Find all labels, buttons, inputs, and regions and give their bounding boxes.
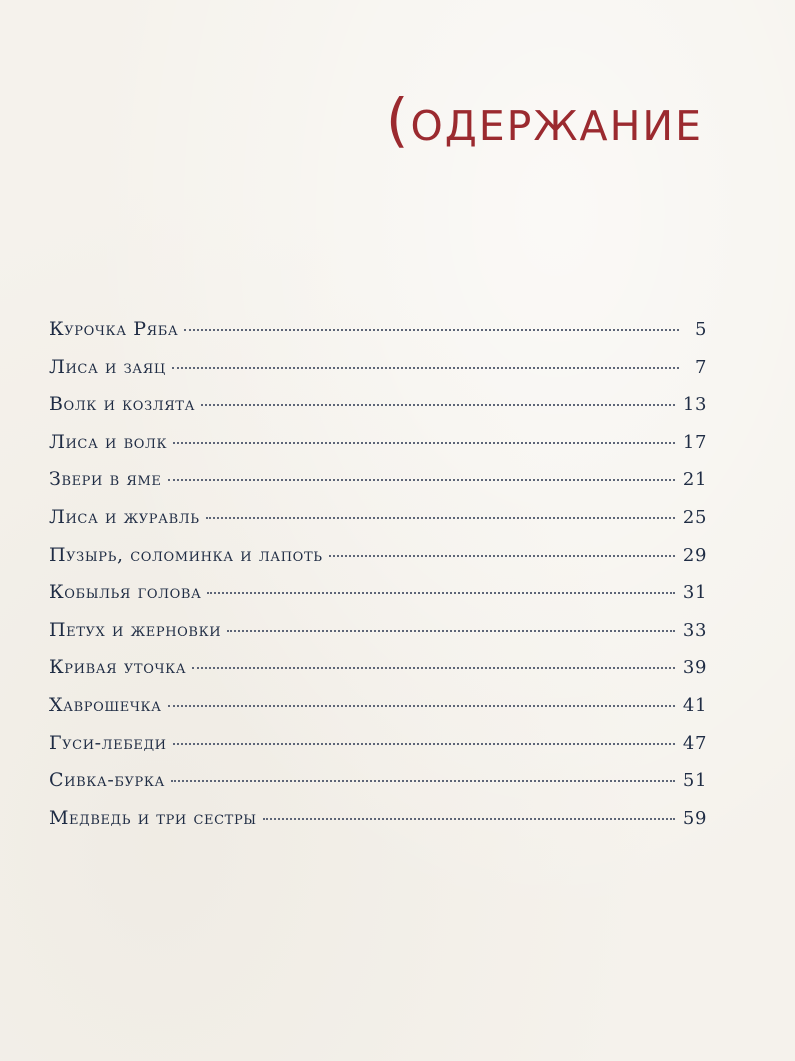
toc-entry-page: 13 bbox=[682, 394, 707, 416]
toc-entry-title: Хаврошечка bbox=[49, 693, 162, 716]
toc-entry-title: Лиса и журавль bbox=[49, 505, 200, 528]
toc-entry-page: 21 bbox=[682, 469, 707, 491]
toc-entry[interactable] bbox=[49, 732, 707, 770]
toc-entry[interactable] bbox=[49, 431, 707, 469]
toc-entry-page: 59 bbox=[682, 807, 707, 829]
toc-entry-title: Волк и козлята bbox=[49, 393, 196, 416]
toc-entry-title: Сивка-бурка bbox=[49, 769, 165, 792]
toc-entry-title: Курочка Ряба bbox=[49, 318, 179, 340]
toc-entry-title: Петух и жерновки bbox=[49, 618, 222, 641]
dot-leader bbox=[171, 780, 675, 782]
toc-entry-page: 39 bbox=[682, 657, 707, 679]
dot-leader bbox=[201, 404, 675, 406]
toc-entry-page: 5 bbox=[694, 319, 707, 340]
page-title: (одержание bbox=[385, 85, 703, 154]
toc-entry-page: 29 bbox=[682, 544, 707, 566]
toc-entry-title: Гуси-лебеди bbox=[49, 731, 167, 754]
toc-entry-title: Звери в яме bbox=[49, 468, 162, 491]
toc-entry[interactable] bbox=[49, 318, 707, 356]
toc-entry[interactable] bbox=[49, 393, 707, 431]
dot-leader bbox=[173, 743, 675, 745]
toc-entry-page: 31 bbox=[682, 582, 707, 604]
toc-entry-page: 33 bbox=[682, 619, 707, 641]
toc-entry[interactable] bbox=[49, 619, 707, 657]
dot-leader bbox=[168, 479, 675, 481]
toc-entry-title: Кривая уточка bbox=[49, 656, 187, 679]
toc-entry[interactable] bbox=[49, 807, 707, 845]
toc-entry-page: 17 bbox=[682, 431, 707, 453]
toc-entry-title: Кобылья голова bbox=[49, 581, 202, 604]
toc-entry-title: Пузырь, соломинка и лапоть bbox=[49, 543, 323, 566]
dot-leader bbox=[263, 818, 675, 820]
toc-entry[interactable] bbox=[49, 694, 707, 732]
toc-entry[interactable] bbox=[49, 769, 707, 807]
toc-entry-page: 47 bbox=[682, 732, 707, 754]
toc-entry-page: 25 bbox=[682, 506, 707, 528]
dot-leader bbox=[206, 517, 675, 519]
toc-entry[interactable] bbox=[49, 506, 707, 544]
dot-leader bbox=[184, 329, 679, 331]
dot-leader bbox=[172, 367, 679, 369]
toc-entry[interactable] bbox=[49, 656, 707, 694]
toc-entry-page: 7 bbox=[694, 356, 707, 378]
dot-leader bbox=[173, 442, 675, 444]
toc-entry[interactable] bbox=[49, 581, 707, 619]
table-of-contents bbox=[49, 318, 707, 844]
toc-entry[interactable] bbox=[49, 356, 707, 394]
toc-entry-title: Лиса и волк bbox=[49, 430, 168, 453]
dot-leader bbox=[192, 667, 675, 669]
toc-entry-title: Медведь и три сестры bbox=[49, 806, 257, 829]
toc-entry[interactable] bbox=[49, 468, 707, 506]
dot-leader bbox=[227, 630, 675, 632]
dot-leader bbox=[329, 555, 675, 557]
toc-entry-title: Лиса и заяц bbox=[49, 355, 166, 378]
dot-leader bbox=[168, 705, 675, 707]
dot-leader bbox=[207, 592, 674, 594]
toc-entry[interactable] bbox=[49, 544, 707, 582]
toc-entry-page: 41 bbox=[682, 694, 707, 716]
toc-entry-page: 51 bbox=[682, 770, 707, 792]
